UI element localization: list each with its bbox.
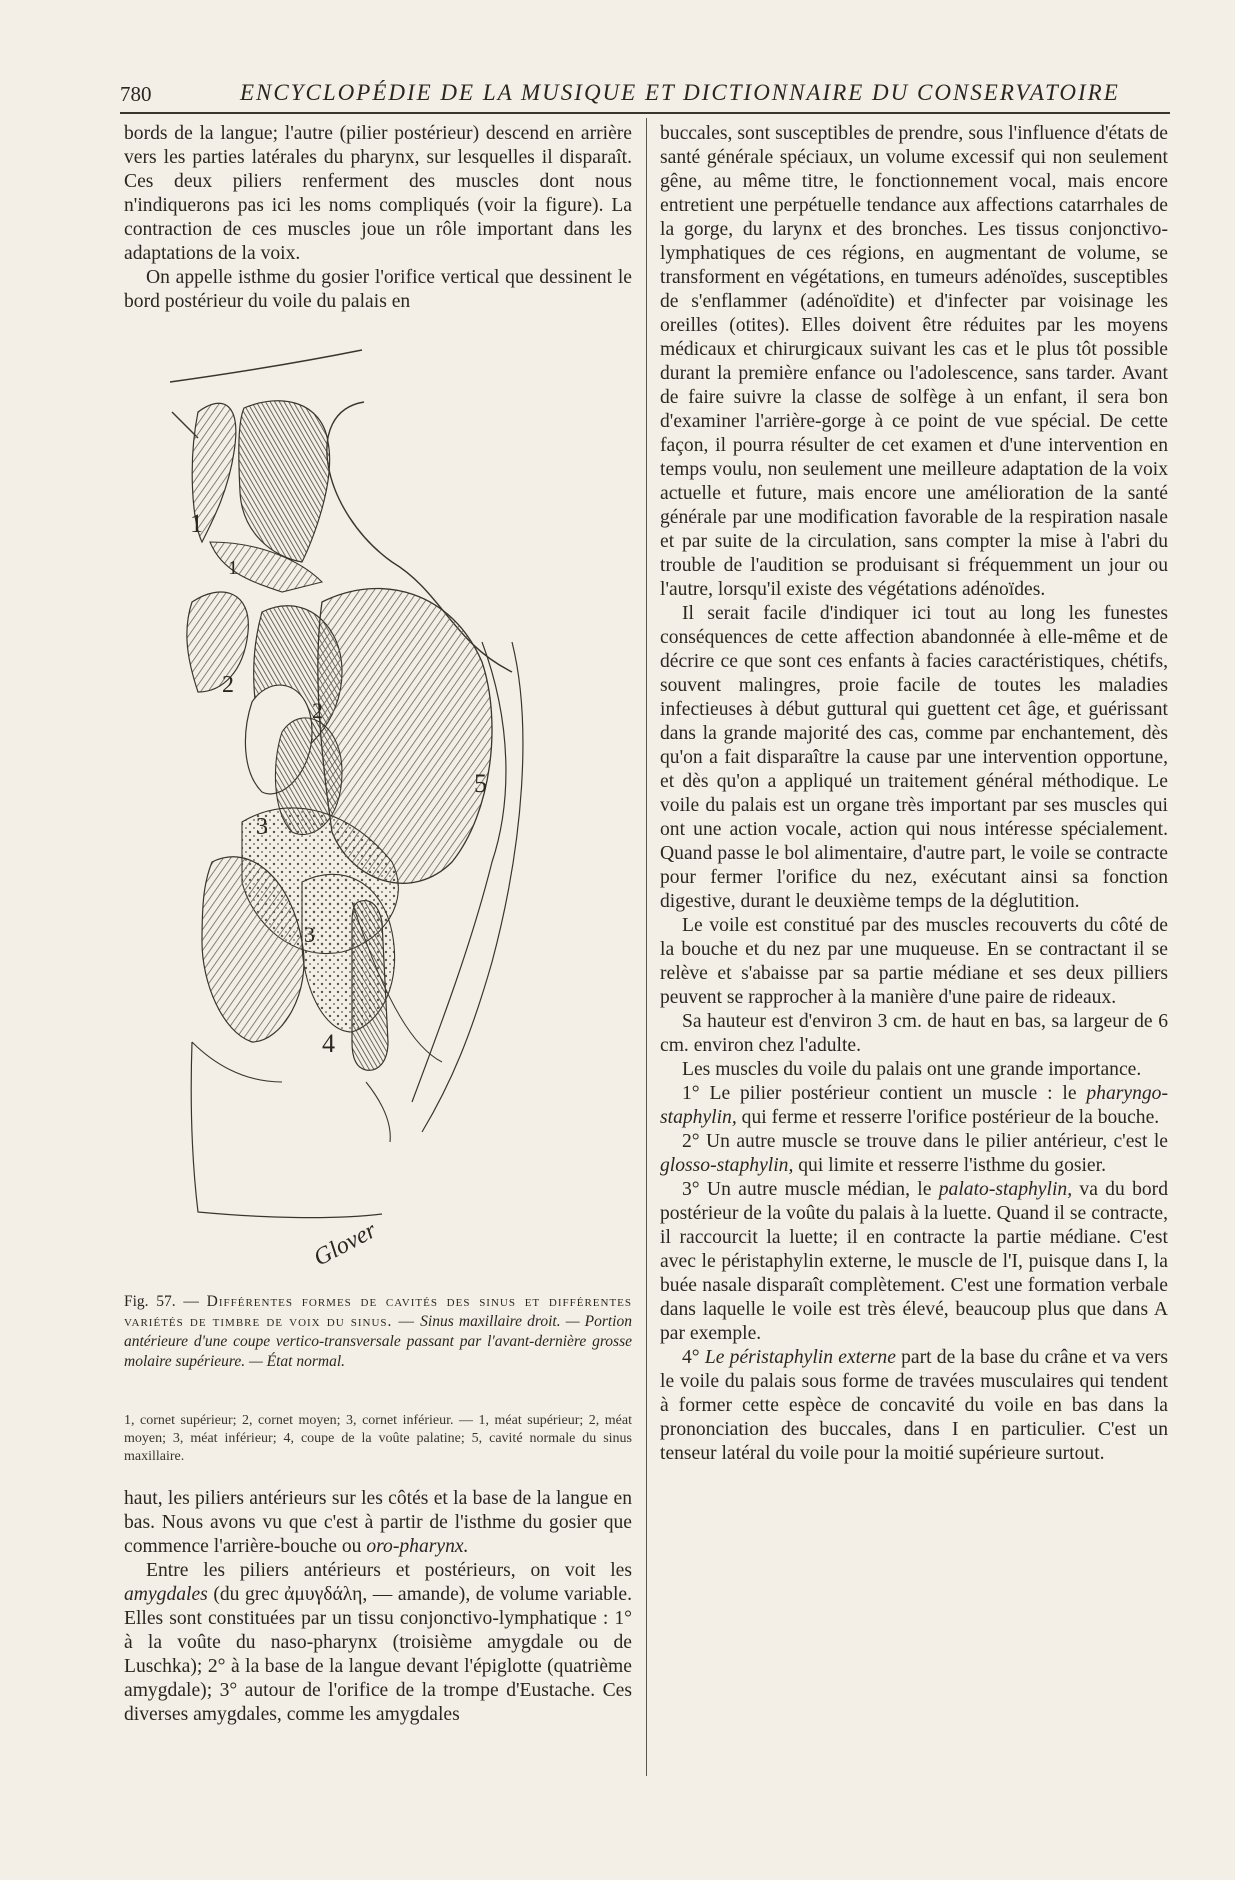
figure-label: 4: [322, 1029, 335, 1058]
text-run: part de la base du crâne et va vers le voile du palais sous forme de travées musculaires qui tendent à former cette espèce de concavité du voile en bas dans la prononciation des buccales, dans I en particulier. C'est un tenseur latéral du voile pour la moitié supérieure surtout.: [660, 1347, 1169, 1464]
paragraph: bords de la langue; l'autre (pilier postérieur) descend en arrière vers les parties latérales du pharynx, sur lesquelles il disparaît. Ces deux piliers renferment des muscles dont nous n'indiquerons pas ici les noms compliqués (voir la figure). La contraction de ces muscles joue un rôle important dans les adaptations de la voix.: [124, 123, 632, 264]
text-run: (du grec ἀμυγδάλη, — amande), de volume variable. Elles sont constituées par un tissu conjonctivo-lymphatique : 1° à la voûte du naso-pharynx (troisième amygdale ou de Luschka); 2° à la base de la langue devant l'épiglotte (quatrième amygdale); 3° autour de l'orifice de la trompe d'Eustache. Ces diverses amygdales, comme les amygdales: [124, 1584, 632, 1725]
text-run: qui limite et resserre l'isthme du gosier.: [793, 1155, 1106, 1176]
paragraph: Les muscles du voile du palais ont une grande importance.: [682, 1059, 1142, 1080]
figure-label: 1: [228, 557, 238, 579]
running-title: ENCYCLOPÉDIE DE LA MUSIQUE ET DICTIONNAIRE DU CONSERVATOIRE: [240, 80, 1120, 105]
anatomical-figure: [152, 342, 632, 1282]
paragraph: [660, 1178, 1168, 1346]
text-run: 4°: [682, 1347, 705, 1368]
italic-term: pharyngo-staphylin,: [660, 1083, 1168, 1128]
left-column-top: [124, 122, 632, 314]
text-run: qui ferme et resserre l'orifice postérieur de la bouche.: [736, 1107, 1160, 1128]
caption-description: Sinus maxillaire droit. — Portion antérieure d'une coupe vertico-transversale passant par l'avant-dernière grosse molaire supérieure. — État normal.: [124, 1313, 632, 1370]
engraver-signature: Glover: [309, 1217, 381, 1272]
sinus-section-drawing: [152, 342, 632, 1282]
text-run: Entre les piliers antérieurs et postérieurs, on voit les: [146, 1560, 632, 1581]
paragraph: On appelle isthme du gosier l'orifice vertical que dessinent le bord postérieur du voile du palais en: [124, 267, 632, 312]
caption-title: Différentes formes de cavités des sinus et différentes variétés de timbre de voix du sinus. —: [124, 1293, 633, 1330]
left-column-bottom: [124, 1487, 632, 1727]
figure-label: 1: [190, 509, 203, 538]
column-divider: [646, 118, 647, 1776]
paragraph: [124, 1487, 632, 1559]
paragraph: buccales, sont susceptibles de prendre, sous l'influence d'états de santé générale spéciaux, un volume excessif qui non seulement gêne, au même titre, le fonctionnement vocal, mais encore entretient une perpétuelle tendance aux affections catarrhales de la gorge, du larynx et des bronches. Les tissus conjonctivo-lymphatiques de ces régions, en augmentant de volume, se transforment en végétations, en tumeurs adénoïdes, susceptibles de s'enflammer (adénoïdite) et d'infecter par voisinage les oreilles (otites). Elles doivent être réduites par les moyens médicaux et chirurgicaux suivant les cas et le plus tôt possible durant la première enfance ou l'adolescence, sans tarder. Avant de faire suivre la classe de solfège à un enfant, il sera bon d'examiner l'arrière-gorge à ce point de vue spécial. De cette façon, il pourra résulter de cet examen et d'une intervention en temps voulu, non seulement une meilleure adaptation de la voix actuelle et future, mais encore une amélioration de la santé générale par une modification favorable de la respiration nasale et par suite de la circulation, sans compter la mise à l'abri du trouble de l'audition se produisant si fréquemment un jour ou l'autre, lorsqu'il existe des végétations adénoïdes.: [660, 123, 1168, 600]
running-header: [120, 78, 1170, 114]
figure-caption: [124, 1292, 632, 1372]
paragraph: [124, 1559, 632, 1727]
text-run: 3° Un autre muscle médian, le: [682, 1179, 939, 1200]
paragraph: [660, 1346, 1168, 1466]
figure-number: Fig. 57. —: [124, 1293, 199, 1310]
text-run: 1° Le pilier postérieur contient un muscle : le: [682, 1083, 1087, 1104]
figure-label: 5: [474, 769, 487, 798]
italic-term: Le péristaphylin externe: [704, 1347, 896, 1368]
italic-term: glosso-staphylin,: [660, 1155, 794, 1176]
figure-label: 3: [304, 922, 315, 947]
right-column: [660, 122, 1168, 1466]
italic-term: palato-staphylin,: [938, 1179, 1073, 1200]
figure-label: 2: [222, 672, 234, 698]
paragraph: [660, 1082, 1168, 1130]
figure-label: 2: [312, 698, 323, 723]
text-run: 2° Un autre muscle se trouve dans le pilier antérieur, c'est le: [682, 1131, 1168, 1152]
text-run: haut, les piliers antérieurs sur les côtés et la base de la langue en bas. Nous avons vu que c'est à partir de l'isthme du gosier que commence l'arrière-bouche ou: [124, 1488, 632, 1557]
italic-term: amygdales: [124, 1584, 208, 1605]
figure-label: 3: [256, 814, 268, 840]
paragraph: Il serait facile d'indiquer ici tout au long les funestes conséquences de cette affection abandonnée à elle-même et de décrire ce que sont ces enfants à facies caractéristiques, chétifs, souvent malingres, proie facile de toutes les maladies infectieuses à début guttural qui guettent cet âge, et guérissant dans la grande majorité des cas, comme par enchantement, dès qu'on a fait disparaître la cause par une intervention opportune, et dès qu'on a appliqué un traitement général méthodique. Le voile du palais est un organe très important par ses muscles qui ont une action vocale, action qui nous intéresse spécialement. Quand passe le bol alimentaire, d'autre part, le voile se contracte pour fermer l'orifice du nez, exécutant ainsi sa fonction digestive, durant le deuxième temps de la déglutition.: [660, 603, 1168, 912]
paragraph: Sa hauteur est d'environ 3 cm. de haut en bas, sa largeur de 6 cm. environ chez l'adulte.: [660, 1011, 1168, 1056]
paragraph: [660, 1130, 1168, 1178]
page-number: 780: [120, 82, 152, 106]
italic-term: oro-pharynx.: [366, 1536, 469, 1557]
figure-legend: 1, cornet supérieur; 2, cornet moyen; 3, cornet inférieur. — 1, méat supérieur; 2, méat moyen; 3, méat inférieur; 4, coupe de la voûte palatine; 5, cavité normale du sinus maxillaire.: [124, 1413, 632, 1464]
paragraph: Le voile est constitué par des muscles recouverts du côté de la bouche et du nez par une muqueuse. En se contractant il se relève et s'abaisse par sa partie médiane et ses deux pilliers peuvent se rapprocher à la manière d'une paire de rideaux.: [660, 915, 1168, 1008]
text-run: va du bord postérieur de la voûte du palais à la luette. Quand il se contracte, il raccourcit la luette; il en contracte la partie médiane. C'est avec le péristaphylin externe, le muscle de l'I, puisque dans I, la buée nasale disparaît complètement. C'est une formation verbale dans laquelle le voile est très élevé, beaucoup plus que dans A par exemple.: [660, 1179, 1168, 1344]
